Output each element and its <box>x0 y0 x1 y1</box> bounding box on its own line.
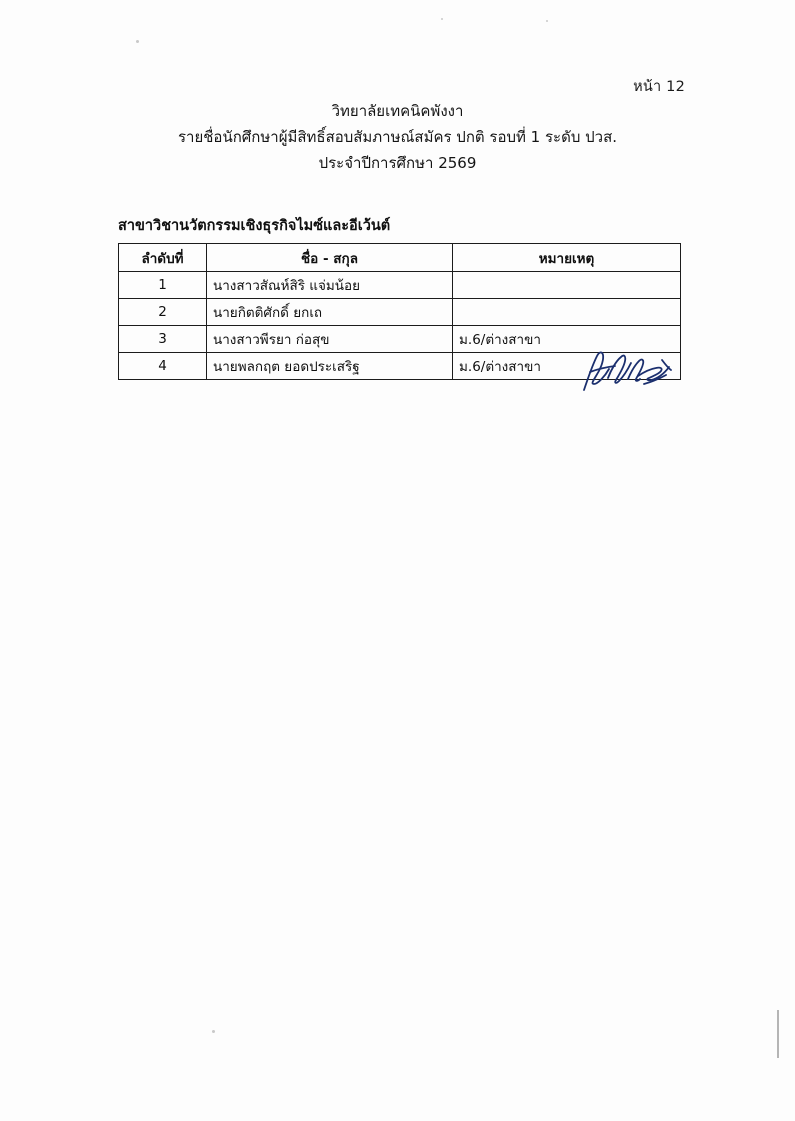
column-header-no: ลำดับที่ <box>119 244 207 272</box>
table-header-row <box>119 244 681 272</box>
program-section-title: สาขาวิชานวัตกรรมเชิงธุรกิจไมซ์และอีเว้นต์ <box>118 218 391 234</box>
page-number: หน้า 12 <box>633 79 685 95</box>
scan-artifact <box>136 40 139 43</box>
scan-artifact <box>441 18 443 20</box>
scan-artifact <box>212 1030 215 1033</box>
cell-name: นางสาวสัณห์สิริ แจ่มน้อย <box>207 272 453 299</box>
academic-year: ประจำปีการศึกษา 2569 <box>318 154 477 172</box>
cell-name: นายพลกฤต ยอดประเสริฐ <box>207 353 453 380</box>
institution-name: วิทยาลัยเทคนิคพังงา <box>331 102 464 120</box>
scan-edge-mark <box>777 1010 779 1058</box>
document-header <box>0 98 795 176</box>
cell-no: 2 <box>119 299 207 326</box>
cell-note: ม.6/ต่างสาขา <box>453 353 681 380</box>
cell-no: 1 <box>119 272 207 299</box>
cell-note: ม.6/ต่างสาขา <box>453 326 681 353</box>
table-row <box>119 326 681 353</box>
table-row <box>119 299 681 326</box>
cell-no: 3 <box>119 326 207 353</box>
table-row <box>119 272 681 299</box>
document-subtitle: รายชื่อนักศึกษาผู้มีสิทธิ์สอบสัมภาษณ์สมัคร ปกติ รอบที่ 1 ระดับ ปวส. <box>177 128 617 146</box>
scan-artifact <box>546 20 548 22</box>
column-header-note: หมายเหตุ <box>453 244 681 272</box>
student-roster-table <box>118 243 681 380</box>
cell-note <box>453 299 681 326</box>
table-row <box>119 353 681 380</box>
column-header-name: ชื่อ - สกุล <box>207 244 453 272</box>
cell-name: นางสาวพีรยา ก่อสุข <box>207 326 453 353</box>
cell-note <box>453 272 681 299</box>
cell-no: 4 <box>119 353 207 380</box>
cell-name: นายกิตติศักดิ์ ยกเถ <box>207 299 453 326</box>
